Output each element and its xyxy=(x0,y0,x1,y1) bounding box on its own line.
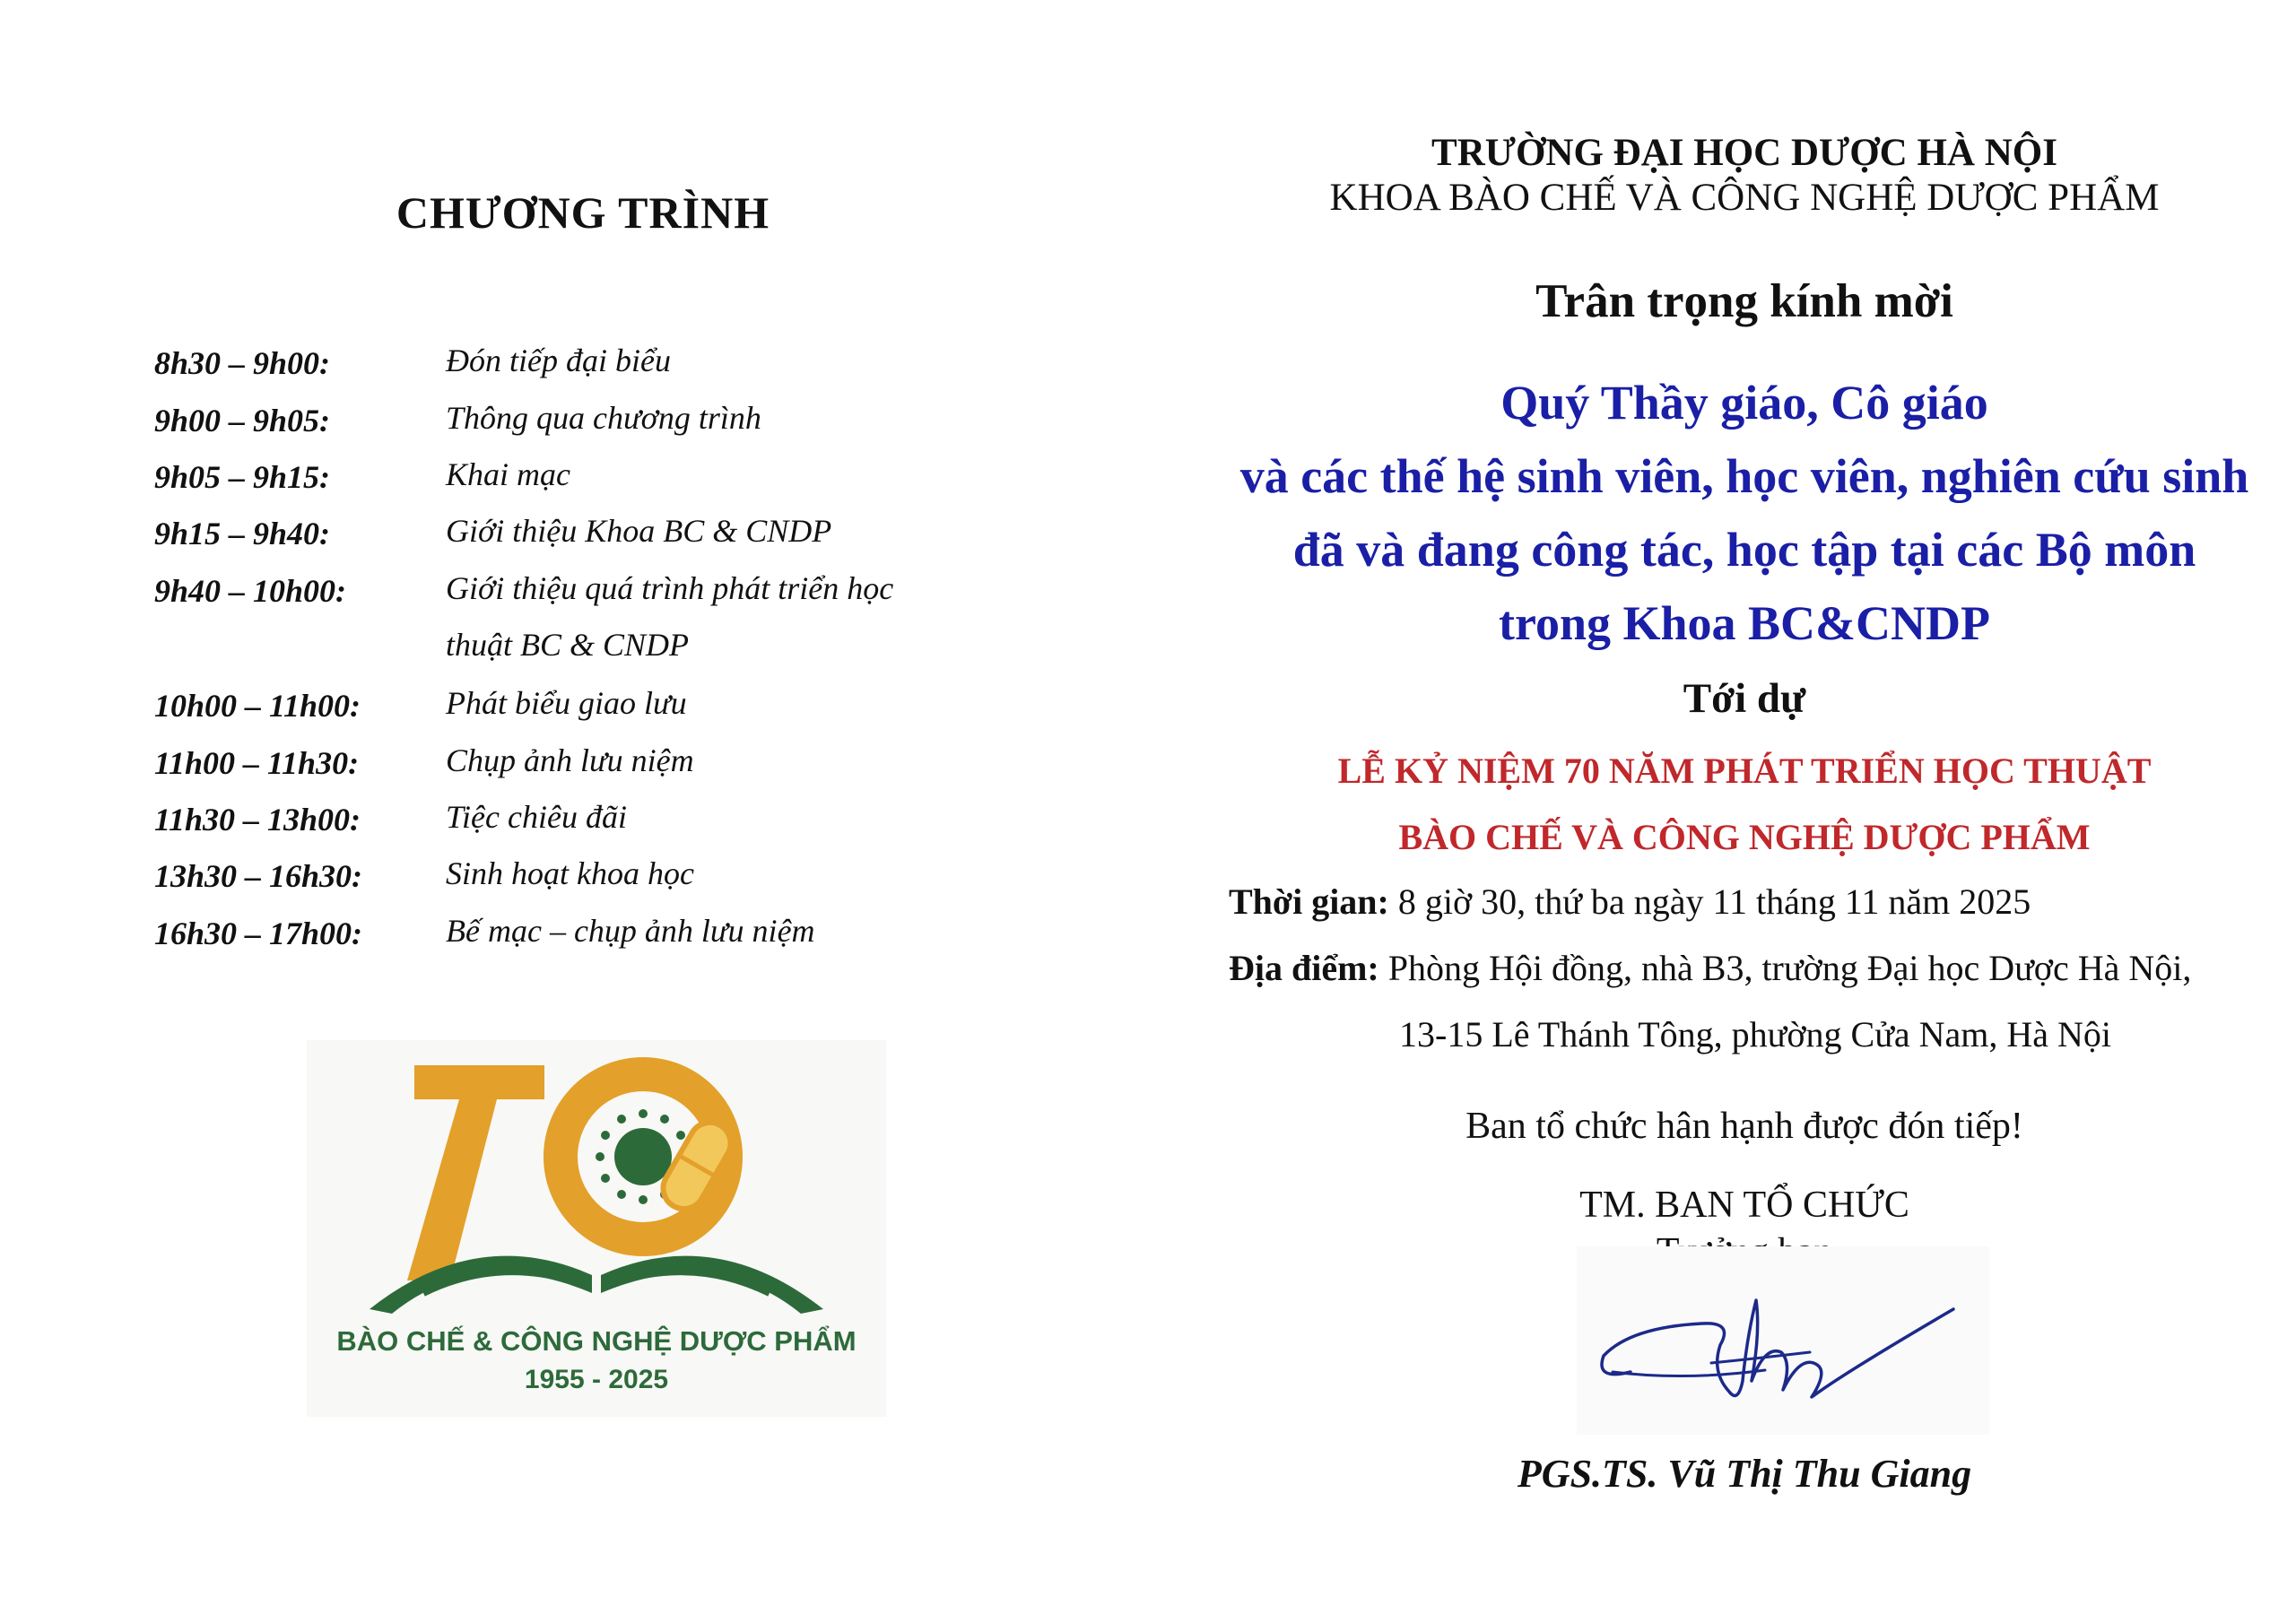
time-label: Thời gian: xyxy=(1229,881,1389,922)
schedule-time: 11h00 – 11h30: xyxy=(154,745,360,781)
schedule-time: 9h15 – 9h40: xyxy=(154,516,331,551)
program-title: CHƯƠNG TRÌNH xyxy=(396,187,770,238)
schedule-time: 9h00 – 9h05: xyxy=(154,403,331,438)
schedule-activity: Đón tiếp đại biểu xyxy=(446,343,671,378)
signer-name: PGS.TS. Vũ Thị Thu Giang xyxy=(1517,1452,1972,1496)
schedule-activity: Khai mạc xyxy=(446,456,570,492)
schedule-activity: Thông qua chương trình xyxy=(446,400,761,436)
signature-scribble xyxy=(1577,1246,1989,1435)
event-time xyxy=(1229,881,2031,923)
schedule-row xyxy=(154,915,890,972)
event-place xyxy=(1229,947,2191,989)
schedule-time: 10h00 – 11h00: xyxy=(154,688,361,724)
logo-center-circle xyxy=(614,1128,672,1185)
schedule-activity: Giới thiệu Khoa BC & CNDP xyxy=(446,513,832,549)
place-label: Địa điểm: xyxy=(1229,948,1379,988)
schedule-time: 9h05 – 9h15: xyxy=(154,459,331,495)
logo-years: 1955 - 2025 xyxy=(524,1365,669,1394)
schedule-activity: Chụp ảnh lưu niệm xyxy=(446,742,694,778)
guest-line: trong Khoa BC&CNDP xyxy=(1498,596,1990,650)
book-icon-right xyxy=(601,1256,823,1314)
schedule-activity: Tiệc chiêu đãi xyxy=(446,799,627,835)
on-behalf-label: TM. BAN TỔ CHỨC xyxy=(1579,1185,1909,1226)
schedule-time: 9h40 – 10h00: xyxy=(154,573,347,609)
book-icon-left xyxy=(370,1256,592,1314)
place-line-2: 13-15 Lê Thánh Tông, phường Cửa Nam, Hà Nội xyxy=(1399,1014,2112,1055)
schedule-activity: Bế mạc – chụp ảnh lưu niệm xyxy=(446,913,815,949)
event-title: LỄ KỶ NIỆM 70 NĂM PHÁT TRIỂN HỌC THUẬT xyxy=(1337,751,2152,791)
logo-seven-shape xyxy=(407,1065,544,1280)
guest-line: Quý Thầy giáo, Cô giáo xyxy=(1500,376,1988,430)
schedule-time: 8h30 – 9h00: xyxy=(154,345,331,381)
signature xyxy=(1577,1246,1989,1435)
guest-line: đã và đang công tác, học tập tại các Bộ môn xyxy=(1292,523,2196,577)
anniversary-logo xyxy=(307,1040,886,1417)
schedule-activity: Giới thiệu quá trình phát triển học thuật BC & CNDP xyxy=(446,570,894,663)
faculty-name: KHOA BÀO CHẾ VÀ CÔNG NGHỆ DƯỢC PHẨM xyxy=(1329,177,2160,219)
attend-label: Tới dự xyxy=(1683,675,1806,722)
guest-line: và các thế hệ sinh viên, học viên, nghiên cứu sinh xyxy=(1239,449,2249,503)
logo-faculty-name: BÀO CHẾ & CÔNG NGHỆ DƯỢC PHẨM xyxy=(336,1325,857,1357)
logo-70-emblem xyxy=(307,1040,886,1327)
schedule-time: 11h30 – 13h00: xyxy=(154,802,361,838)
invitation-greeting: Trân trọng kính mời xyxy=(1535,275,1953,327)
schedule-time: 16h30 – 17h00: xyxy=(154,916,363,951)
schedule-time: 13h30 – 16h30: xyxy=(154,858,363,894)
schedule-activity: Sinh hoạt khoa học xyxy=(446,855,694,891)
schedule-row xyxy=(154,570,894,663)
event-title: BÀO CHẾ VÀ CÔNG NGHỆ DƯỢC PHẨM xyxy=(1398,817,2091,857)
welcome-message: Ban tổ chức hân hạnh được đón tiếp! xyxy=(1465,1106,2023,1147)
school-name: TRƯỜNG ĐẠI HỌC DƯỢC HÀ NỘI xyxy=(1431,132,2057,174)
place-line-1: Phòng Hội đồng, nhà B3, trường Đại học Dược Hà Nội, xyxy=(1387,948,2192,988)
time-value: 8 giờ 30, thứ ba ngày 11 tháng 11 năm 2025 xyxy=(1397,881,2031,922)
schedule-activity: Phát biểu giao lưu xyxy=(446,685,687,721)
